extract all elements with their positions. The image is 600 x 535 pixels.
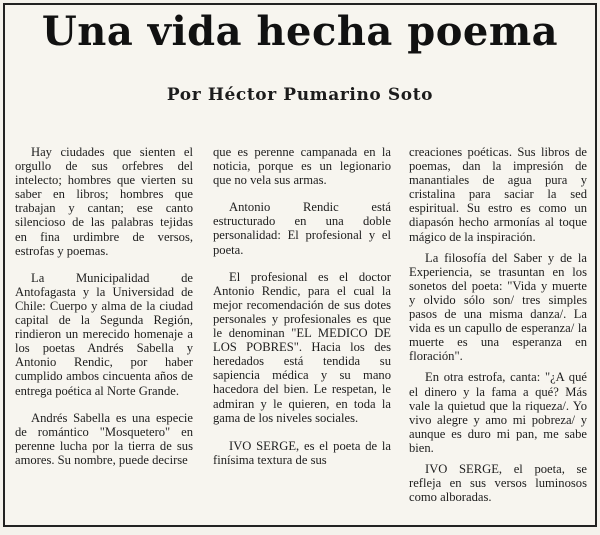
paragraph: El profesional es el doctor Antonio Rendic, para el cual la mejor recomendación de sus dotes personales y profesionales es que le denominan "EL MEDICO DE LOS POBRES". Hacia los des heredados está tendida su sapiencia médica y su mano hacedora del bien. Le respetan, le admiran y le quieren, en toda la gama de los niveles sociales.: [213, 269, 391, 425]
article-title: Una vida hecha poema: [41, 8, 559, 55]
paragraph: Antonio Rendic está estructurado en una doble personalidad: El profesional y el poeta.: [213, 200, 391, 257]
paragraph: IVO SERGE, es el poeta de la finísima textura de sus: [213, 438, 391, 467]
paragraph: La filosofía del Saber y de la Experiencia, se trasuntan en los sonetos del poeta: "Vida y muerte y olvido sólo son/ tres simples pasos de una misma danza/. La vida es un capullo de esperanza/ la muerte es una esperanza en floración".: [409, 250, 587, 364]
text-column-3: [409, 145, 587, 511]
newspaper-clipping: [3, 3, 597, 527]
paragraph: La Municipalidad de Antofagasta y la Universidad de Chile: Cuerpo y alma de la ciudad capital de la Segunda Región, rindieron un merecido homenaje a los poetas Andrés Sabella y Antonio Rendic, por haber cumplido ambos cincuenta años de entrega poética al Norte Grande.: [15, 270, 193, 398]
text-column-1: [15, 145, 193, 480]
paragraph: Hay ciudades que sienten el orgullo de sus orfebres del intelecto; hombres que vierten su saber en libros; hombres que trabajan y cantan; ese canto silencioso de las palabras tejidas en fina urdimbre de versos, estrofas y poemas.: [15, 145, 193, 258]
paragraph: creaciones poéticas. Sus libros de poemas, dan la impresión de manantiales de agua pura y cristalina para saciar la sed espiritual. Su estro es como un diapasón hecho armonías al toque mágico de la inspiración.: [409, 145, 587, 244]
article-byline: Por Héctor Pumarino Soto: [166, 85, 434, 105]
paragraph: IVO SERGE, el poeta, se refleja en sus versos luminosos como alboradas.: [409, 461, 587, 505]
paragraph: En otra estrofa, canta: "¿A qué el dinero y la fama a qué? Más vale la quietud que la riqueza/. Yo vivo alegre y amo mi pobreza/ y aunque es duro mi pan, me sabe bien.: [409, 370, 587, 455]
paragraph: que es perenne campanada en la noticia, porque es un legionario que no vela sus armas.: [213, 145, 391, 188]
text-column-2: [213, 145, 391, 480]
paragraph: Andrés Sabella es una especie de romántico "Mosquetero" en perenne lucha por la tierra de sus amores. Su nombre, puede decirse: [15, 410, 193, 467]
